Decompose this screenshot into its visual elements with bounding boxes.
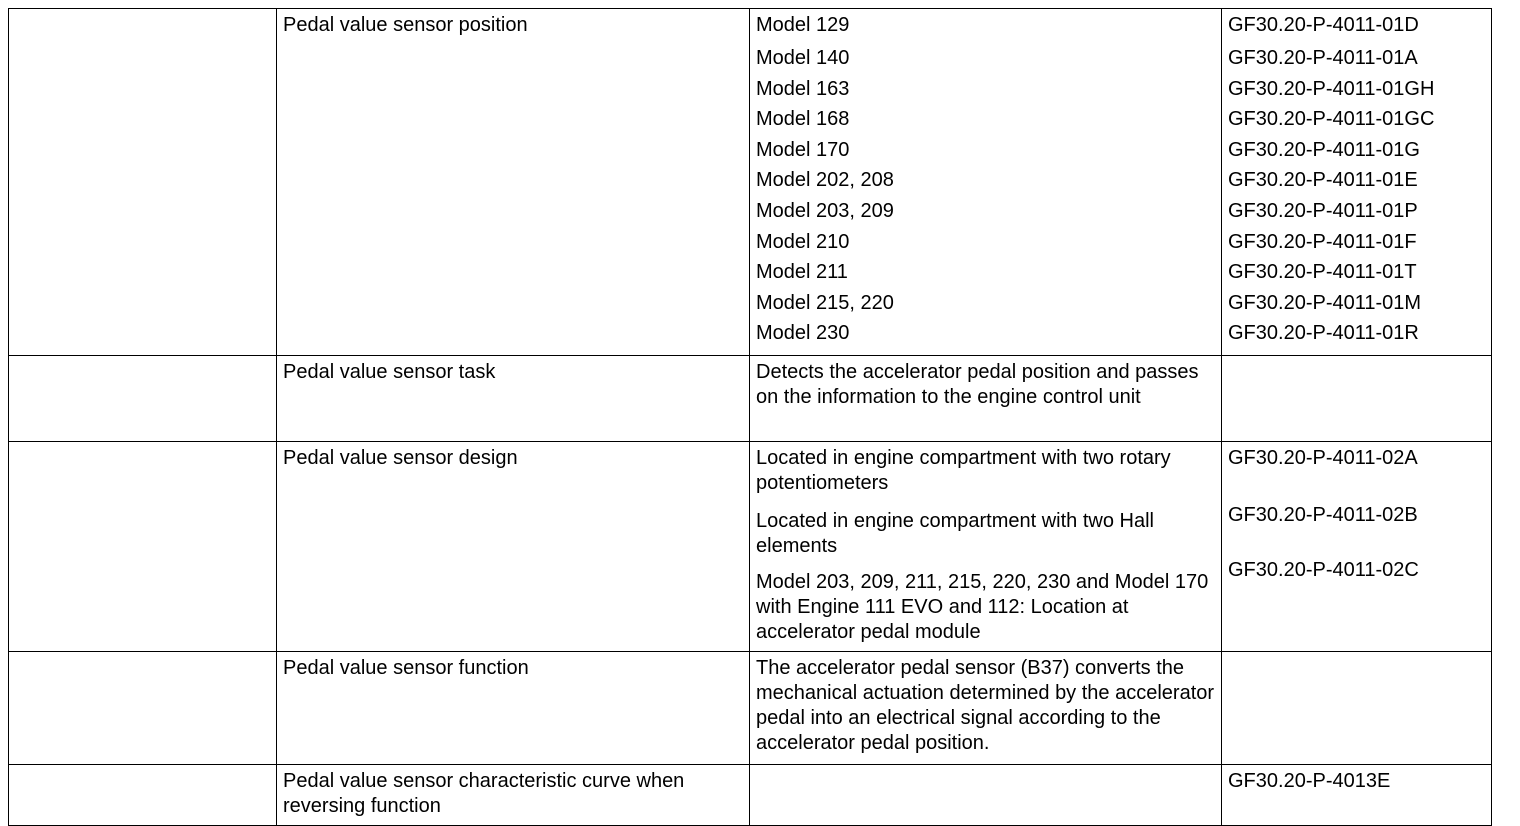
document-code: GF30.20-P-4011-01G [1228,138,1420,161]
empty-cell [9,442,277,652]
empty-cell [9,356,277,442]
row-description: The accelerator pedal sensor (B37) converts the mechanical actuation determined by the accelerator pedal into an electrical signal according to the accelerator pedal position. [750,652,1222,765]
model-name: Model 210 [756,230,850,253]
model-list [750,9,1222,356]
document-table [8,8,1492,826]
design-text: Model 203, 209, 211, 215, 220, 230 and Model 170 with Engine 111 EVO and 112: Location at accelerator pedal module [756,571,1209,643]
document-code: GF30.20-P-4011-01P [1228,199,1418,222]
row-label: Pedal value sensor design [277,442,750,652]
document-code: GF30.20-P-4011-01F [1228,230,1417,253]
document-code: GF30.20-P-4011-02A [1228,447,1418,469]
model-name: Model 203, 209 [756,199,894,222]
design-text: Located in engine compartment with two rotary potentiometers [756,447,1171,494]
code-list [1222,9,1492,356]
document-code: GF30.20-P-4011-01E [1228,169,1418,192]
row-label: Pedal value sensor position [277,9,750,356]
row-description [750,765,1222,826]
design-codes [1222,442,1492,652]
document-code: GF30.20-P-4011-01D [1228,14,1419,36]
design-text: Located in engine compartment with two Hall elements [756,510,1154,557]
document-code: GF30.20-P-4013E [1222,765,1492,826]
model-name: Model 230 [756,322,850,345]
table-row [9,442,1492,652]
document-code: GF30.20-P-4011-01GH [1228,77,1435,100]
row-description: Detects the accelerator pedal position and passes on the information to the engine control unit [750,356,1222,442]
document-code [1222,356,1492,442]
model-name: Model 202, 208 [756,169,894,192]
table-row [9,9,1492,356]
document-code: GF30.20-P-4011-01R [1228,322,1419,345]
row-label: Pedal value sensor task [277,356,750,442]
model-name: Model 215, 220 [756,291,894,314]
model-name: Model 170 [756,138,850,161]
model-name: Model 168 [756,108,850,131]
empty-cell [9,652,277,765]
document-code: GF30.20-P-4011-01A [1228,47,1418,69]
model-name: Model 140 [756,47,850,69]
document-code: GF30.20-P-4011-01GC [1228,108,1435,131]
document-code: GF30.20-P-4011-01M [1228,291,1422,314]
model-name: Model 211 [756,261,848,284]
empty-cell [9,9,277,356]
row-label: Pedal value sensor function [277,652,750,765]
document-code: GF30.20-P-4011-02B [1228,504,1418,526]
table-row [9,356,1492,442]
model-name: Model 163 [756,77,850,100]
design-entries [750,442,1222,652]
document-code [1222,652,1492,765]
table-row [9,652,1492,765]
document-code: GF30.20-P-4011-01T [1228,261,1417,284]
table-row [9,765,1492,826]
row-label: Pedal value sensor characteristic curve when reversing function [277,765,750,826]
model-name: Model 129 [756,14,850,36]
empty-cell [9,765,277,826]
document-code: GF30.20-P-4011-02C [1228,559,1419,581]
